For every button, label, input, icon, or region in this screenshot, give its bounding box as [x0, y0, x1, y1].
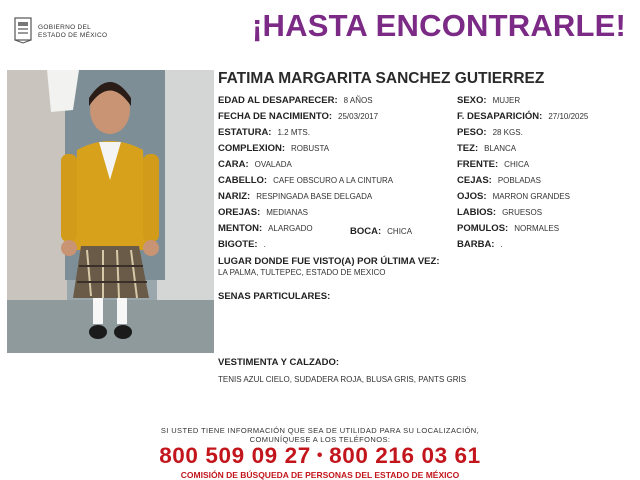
photo-illustration — [7, 70, 214, 353]
field-bigote-value: . — [263, 240, 266, 249]
commission-name: COMISIÓN DE BÚSQUEDA DE PERSONAS DEL ESTADO DE MÉXICO — [180, 470, 460, 480]
field-nacimiento-value: 25/03/2017 — [338, 112, 379, 121]
field-nariz-value: RESPINGADA BASE DELGADA — [256, 192, 373, 201]
person-name: FATIMA MARGARITA SANCHEZ GUTIERREZ — [218, 70, 545, 87]
last-seen-value: LA PALMA, TULTEPEC, ESTADO DE MEXICO — [218, 268, 386, 277]
field-sexo-value: MUJER — [492, 96, 521, 105]
field-peso-label: PESO: — [457, 127, 487, 138]
field-ojos — [457, 191, 570, 202]
field-complexion-label: COMPLEXION: — [218, 143, 286, 154]
field-desaparicion-label: F. DESAPARICIÓN: — [457, 111, 543, 122]
field-barba-value: . — [500, 240, 503, 249]
field-desaparicion — [457, 111, 588, 122]
field-frente-value: CHICA — [504, 160, 530, 169]
field-bigote — [218, 239, 266, 250]
field-cejas — [457, 175, 541, 186]
field-estatura-value: 1.2 MTS. — [277, 128, 310, 137]
field-estatura-label: ESTATURA: — [218, 127, 272, 138]
field-frente-label: FRENTE: — [457, 159, 499, 170]
field-frente — [457, 159, 529, 170]
field-labios-value: GRUESOS — [502, 208, 543, 217]
phone-separator: • — [316, 447, 324, 464]
logo-text-line2: ESTADO DE MÉXICO — [38, 32, 108, 39]
field-complexion-value: ROBUSTA — [291, 144, 330, 153]
government-logo — [12, 16, 122, 50]
field-orejas-value: MEDIANAS — [266, 208, 309, 217]
field-menton-value: ALARGADO — [268, 224, 313, 233]
field-cejas-value: POBLADAS — [497, 176, 541, 185]
field-peso-value: 28 KGS. — [492, 128, 523, 137]
field-nariz — [218, 191, 372, 202]
field-pomulos-value: NORMALES — [514, 224, 560, 233]
field-ojos-label: OJOS: — [457, 191, 487, 202]
field-sexo-label: SEXO: — [457, 95, 487, 106]
field-cara — [218, 159, 292, 170]
field-barba-label: BARBA: — [457, 239, 495, 250]
field-boca-value: CHICA — [387, 227, 413, 236]
phone-numbers — [0, 443, 640, 469]
field-pomulos-label: POMULOS: — [457, 223, 509, 234]
field-menton — [218, 223, 313, 234]
field-cabello-label: CABELLO: — [218, 175, 268, 186]
field-nacimiento-label: FECHA DE NACIMIENTO: — [218, 111, 332, 122]
field-orejas — [218, 207, 308, 218]
field-cara-label: CARA: — [218, 159, 249, 170]
field-cabello-value: CAFE OBSCURO A LA CINTURA — [273, 176, 394, 185]
field-boca — [350, 226, 412, 237]
field-edad-label: EDAD AL DESAPARECER: — [218, 95, 338, 106]
field-nacimiento — [218, 111, 378, 122]
distinguishing-marks-label: SENAS PARTICULARES: — [218, 291, 331, 302]
last-seen-label: LUGAR DONDE FUE VISTO(A) POR ÚLTIMA VEZ: — [218, 256, 440, 267]
field-boca-label: BOCA: — [350, 226, 382, 237]
contact-info-line1: SI USTED TIENE INFORMACIÓN QUE SEA DE UTILIDAD PARA SU LOCALIZACIÓN, — [160, 426, 480, 435]
logo-text-line1: GOBIERNO DEL — [38, 24, 92, 31]
field-ojos-value: MARRON GRANDES — [492, 192, 570, 201]
field-tez-value: BLANCA — [484, 144, 517, 153]
phone-number-2[interactable]: 800 216 03 61 — [329, 443, 481, 468]
contact-info-line2: COMUNÍQUESE A LOS TELÉFONOS: — [249, 435, 391, 444]
field-barba — [457, 239, 503, 250]
field-edad — [218, 95, 373, 106]
field-cejas-label: CEJAS: — [457, 175, 492, 186]
clothing-value: TENIS AZUL CIELO, SUDADERA ROJA, BLUSA GRIS, PANTS GRIS — [218, 375, 467, 384]
field-labios — [457, 207, 542, 218]
field-menton-label: MENTON: — [218, 223, 263, 234]
field-labios-label: LABIOS: — [457, 207, 497, 218]
field-tez-label: TEZ: — [457, 143, 479, 154]
missing-person-photo — [7, 70, 214, 353]
field-nariz-label: NARIZ: — [218, 191, 251, 202]
field-cara-value: OVALADA — [254, 160, 292, 169]
clothing-label: VESTIMENTA Y CALZADO: — [218, 357, 340, 368]
field-complexion — [218, 143, 329, 154]
field-cabello — [218, 175, 393, 186]
phone-number-1[interactable]: 800 509 09 27 — [159, 443, 311, 468]
field-tez — [457, 143, 516, 154]
field-bigote-label: BIGOTE: — [218, 239, 258, 250]
field-orejas-label: OREJAS: — [218, 207, 261, 218]
field-desaparicion-value: 27/10/2025 — [548, 112, 589, 121]
page-headline: ¡HASTA ENCONTRARLE! — [252, 8, 627, 43]
field-pomulos — [457, 223, 559, 234]
state-emblem-icon — [12, 16, 34, 44]
field-peso — [457, 127, 523, 138]
field-edad-value: 8 AÑOS — [343, 96, 373, 105]
field-estatura — [218, 127, 310, 138]
field-sexo — [457, 95, 520, 106]
